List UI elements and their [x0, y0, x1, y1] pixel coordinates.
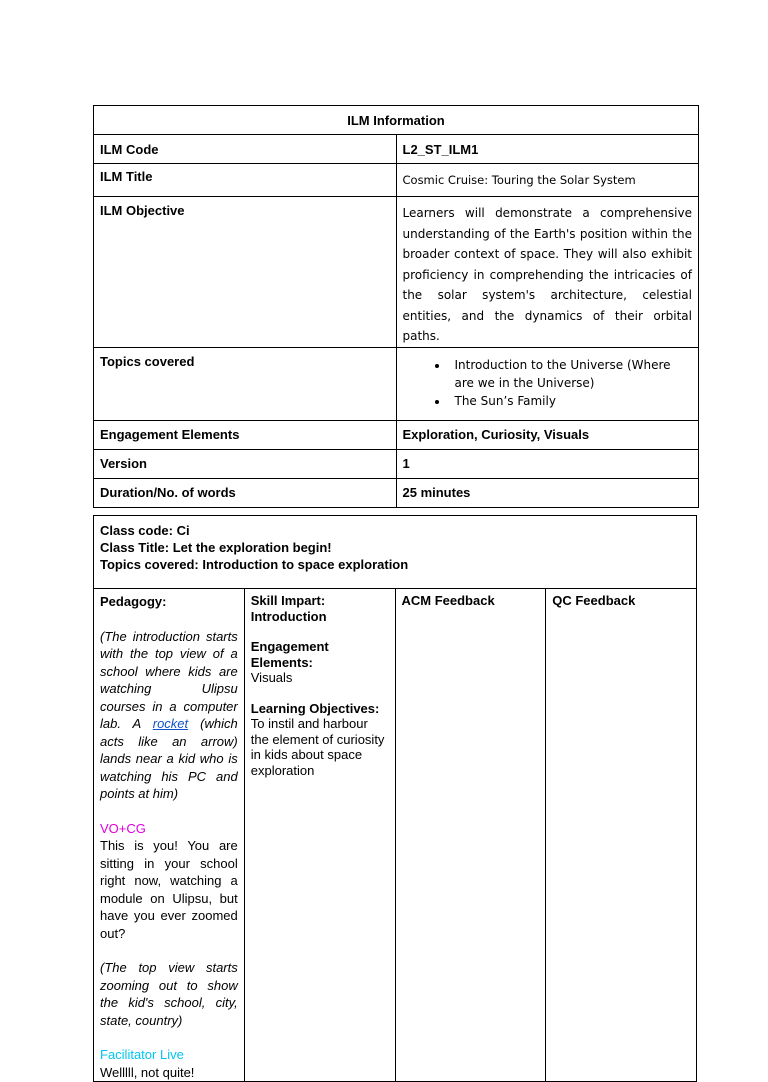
table-row	[94, 135, 699, 164]
skill-impart-value: Introduction	[250, 608, 327, 624]
facilitator-live-label: Facilitator Live	[100, 1047, 184, 1062]
ilm-code-value: L2_ST_ILM1	[396, 135, 699, 164]
skill-impart-label: Skill Impart:	[250, 593, 326, 608]
class-code: Class code: Ci	[100, 523, 190, 538]
ilm-title-label: ILM Title	[94, 164, 397, 197]
version-value: 1	[396, 449, 699, 478]
learning-objectives-label: Learning Objectives:	[250, 700, 380, 716]
class-info-cell	[94, 516, 697, 589]
table-row	[94, 449, 699, 478]
topics-covered-label: Topics covered	[94, 347, 397, 420]
pedagogy-label: Pedagogy:	[100, 594, 167, 609]
table-row	[94, 478, 699, 507]
vo-cg-text: This is you! You are sitting in your school right now, watching a module on Ulipsu, but have you ever zoomed out?	[100, 838, 238, 941]
acm-feedback-cell: ACM Feedback	[395, 589, 546, 1082]
table-row	[94, 420, 699, 449]
intro-text-before-link: (The introduction starts with the top view of a school where kids are watching Ulipsu courses in a computer lab. A	[100, 628, 238, 731]
topics-list	[403, 356, 693, 410]
table-row	[94, 347, 699, 420]
class-title: Class Title: Let the exploration begin!	[100, 540, 332, 555]
topics-covered-value	[396, 347, 699, 420]
list-item: • The Sun’s Family	[449, 392, 693, 410]
qc-feedback-cell: QC Feedback	[546, 589, 697, 1082]
learning-objectives-value: To instil and harbour the element of curiosity in kids about space exploration	[250, 716, 385, 778]
rocket-link[interactable]: rocket	[152, 716, 189, 731]
engagement-elements-value: Exploration, Curiosity, Visuals	[396, 420, 699, 449]
intro-text-after-link: (which acts like an arrow) lands near a kid who is watching his PC and points at him)	[100, 716, 238, 801]
table-row	[94, 197, 699, 348]
ilm-title-value: Cosmic Cruise: Touring the Solar System	[396, 164, 699, 197]
ilm-code-label: ILM Code	[94, 135, 397, 164]
facilitator-live-text: Welllll, not quite!	[100, 1064, 195, 1080]
class-topics-covered: Topics covered: Introduction to space exploration	[100, 557, 409, 572]
engagement-value: Visuals	[250, 670, 293, 685]
ilm-objective-label: ILM Objective	[94, 197, 397, 348]
ilm-objective-value: Learners will demonstrate a comprehensive understanding of the Earth's position within the broader context of space. They will also exhibit proficiency in comprehending the intricacies of the solar system's architecture, celestial entities, and the dynamics of their orbital paths.	[396, 197, 699, 348]
duration-value: 25 minutes	[396, 478, 699, 507]
vo-cg-label: VO+CG	[100, 820, 146, 836]
zoom-note-text: (The top view starts zooming out to show the kid's school, city, state, country)	[100, 960, 238, 1028]
skill-impart-cell	[244, 589, 395, 1082]
zoom-note	[100, 959, 238, 1029]
pedagogy-cell	[94, 589, 245, 1082]
engagement-label: Engagement Elements:	[250, 639, 329, 670]
engagement-elements-label: Engagement Elements	[94, 420, 397, 449]
ilm-table-header: ILM Information	[94, 106, 699, 135]
pedagogy-intro	[100, 628, 238, 803]
ilm-information-table	[93, 105, 699, 508]
duration-label: Duration/No. of words	[94, 478, 397, 507]
table-row	[94, 164, 699, 197]
version-label: Version	[94, 449, 397, 478]
list-item: • Introduction to the Universe (Where are we in the Universe)	[449, 356, 693, 392]
class-table	[93, 515, 697, 1082]
